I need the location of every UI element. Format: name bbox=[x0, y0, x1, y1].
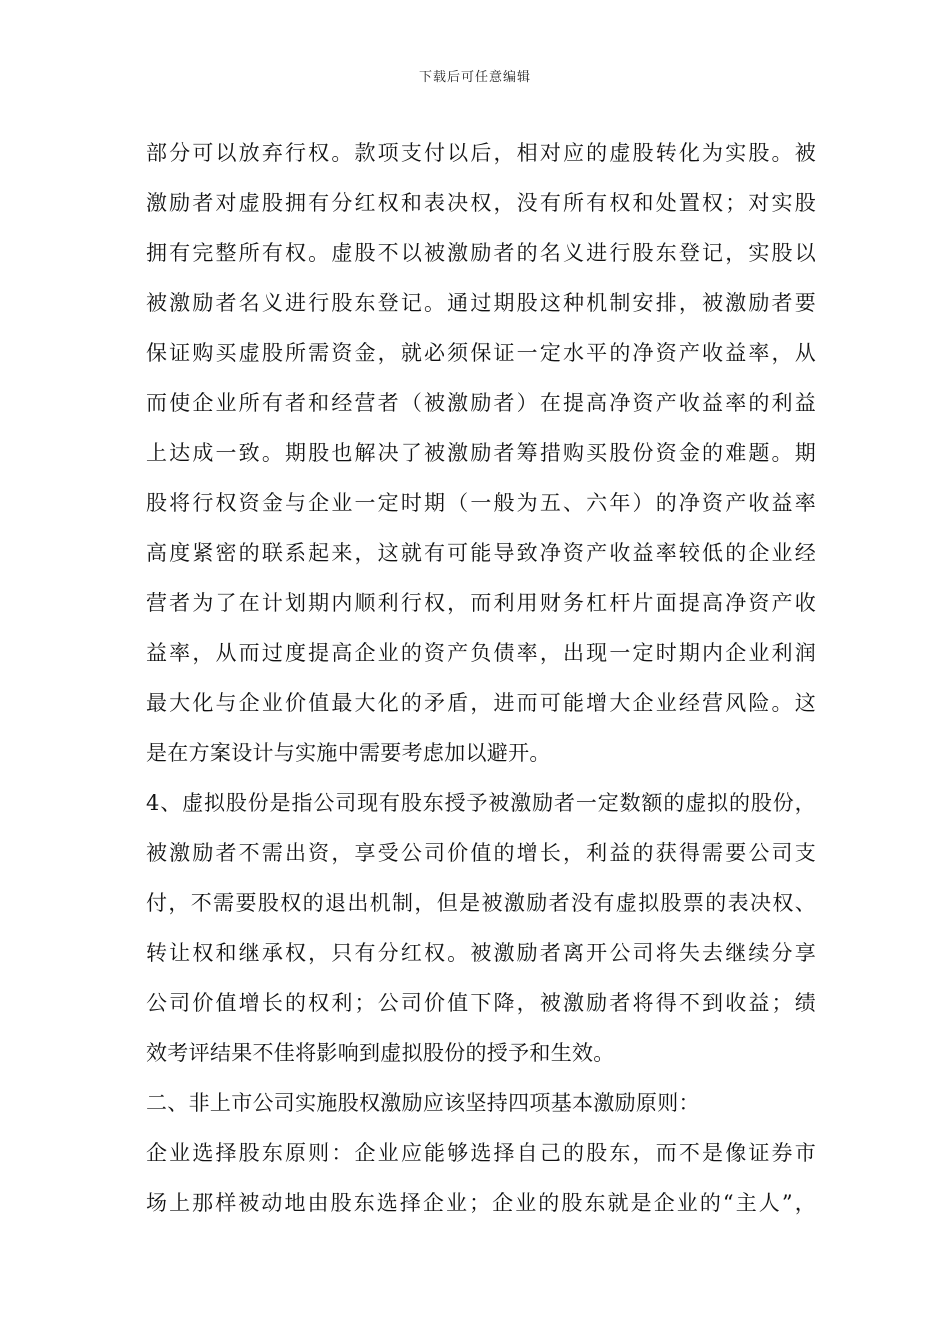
text-line: 股将行权资金与企业一定时期（一般为五、六年）的净资产收益率 bbox=[146, 491, 816, 515]
page-header: 下载后可任意编辑 bbox=[418, 70, 531, 85]
text-line: 二、非上市公司实施股权激励应该坚持四项基本激励原则： bbox=[146, 1091, 700, 1115]
text-line: 上达成一致。期股也解决了被激励者筹措购买股份资金的难题。期 bbox=[146, 441, 816, 465]
text-line: 被激励者不需出资，享受公司价值的增长，利益的获得需要公司支 bbox=[146, 841, 816, 865]
text-line: 公司价值增长的权利；公司价值下降，被激励者将得不到收益；绩 bbox=[146, 991, 816, 1015]
text-line: 而使企业所有者和经营者（被激励者）在提高净资产收益率的利益 bbox=[146, 391, 816, 415]
text-line: 付，不需要股权的退出机制，但是被激励者没有虚拟股票的表决权、 bbox=[146, 891, 816, 915]
text-line: 营者为了在计划期内顺利行权，而利用财务杠杆片面提高净资产收 bbox=[146, 591, 816, 615]
text-line: 拥有完整所有权。虚股不以被激励者的名义进行股东登记，实股以 bbox=[146, 241, 816, 265]
text-line: 激励者对虚股拥有分红权和表决权，没有所有权和处置权；对实股 bbox=[146, 191, 816, 215]
text-line: 4、虚拟股份是指公司现有股东授予被激励者一定数额的虚拟的股份， bbox=[146, 791, 816, 815]
text-line: 被激励者名义进行股东登记。通过期股这种机制安排，被激励者要 bbox=[146, 291, 816, 315]
text-line: 企业选择股东原则：企业应能够选择自己的股东，而不是像证券市 bbox=[146, 1141, 816, 1165]
text-line: 高度紧密的联系起来，这就有可能导致净资产收益率较低的企业经 bbox=[146, 541, 816, 565]
text-line: 场上那样被动地由股东选择企业；企业的股东就是企业的“主人”， bbox=[146, 1191, 816, 1215]
text-line: 效考评结果不佳将影响到虚拟股份的授予和生效。 bbox=[146, 1041, 615, 1065]
text-line: 最大化与企业价值最大化的矛盾，进而可能增大企业经营风险。这 bbox=[146, 691, 816, 715]
text-line: 保证购买虚股所需资金，就必须保证一定水平的净资产收益率，从 bbox=[146, 341, 816, 365]
text-line: 转让权和继承权，只有分红权。被激励者离开公司将失去继续分享 bbox=[146, 941, 816, 965]
text-line: 益率，从而过度提高企业的资产负债率，出现一定时期内企业利润 bbox=[146, 641, 816, 665]
body-text bbox=[146, 128, 816, 1228]
text-line: 部分可以放弃行权。款项支付以后，相对应的虚股转化为实股。被 bbox=[146, 141, 816, 165]
text-line: 是在方案设计与实施中需要考虑加以避开。 bbox=[146, 741, 551, 765]
